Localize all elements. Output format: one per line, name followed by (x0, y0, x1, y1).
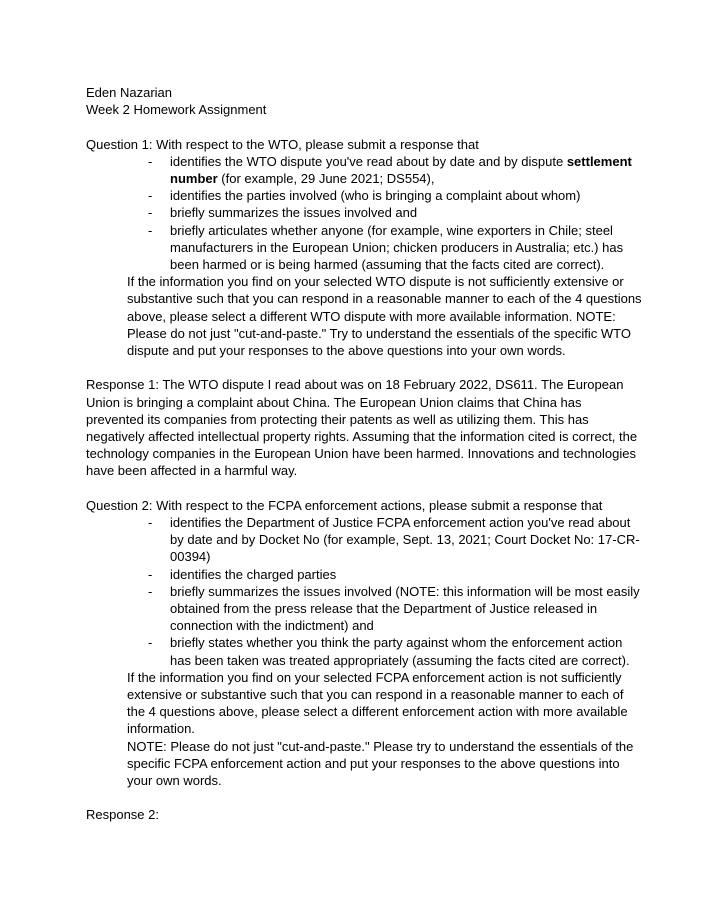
dash-bullet: - (148, 566, 153, 582)
dash-bullet: - (148, 635, 153, 651)
list-item (86, 222, 642, 274)
list-item (86, 514, 642, 566)
list-item (86, 204, 642, 221)
question-2-note: If the information you find on your selected FCPA enforcement action is not sufficiently extensive or substantive such that you can respond in a reasonable manner to each of the 4 questions above, please select a different enforcement action with more available information. (127, 669, 628, 737)
spacer (86, 789, 642, 806)
dash-bullet: - (148, 515, 153, 531)
list-item-bold-text: settlement number (170, 153, 632, 186)
list-item (86, 566, 642, 583)
list-item (86, 634, 642, 668)
list-item-text: identifies the charged parties (170, 566, 337, 582)
list-item-text: briefly summarizes the issues involved and (170, 205, 418, 221)
list-item (86, 153, 642, 187)
dash-bullet: - (148, 153, 153, 169)
dash-bullet: - (148, 222, 153, 238)
dash-bullet: - (148, 188, 153, 204)
spacer (86, 480, 642, 497)
list-item-text: briefly articulates whether anyone (for example, wine exporters in Chile; steel manufacturers in the European Union; chicken producers in Australia; etc.) has been harmed or is being harmed (assuming that the facts cited are correct). (170, 222, 624, 273)
list-item (86, 583, 642, 635)
response-2-label: Response 2: (86, 807, 159, 823)
question-2-copy-note: NOTE: Please do not just "cut-and-paste." Please try to understand the essentials of the specific FCPA enforcement action and put your responses to the above questions into your own words. (127, 738, 634, 789)
response-1-text: Response 1: The WTO dispute I read about was on 18 February 2022, DS611. The European Union is bringing a complaint about China. The European Union claims that China has prevented its companies from protecting their patents as well as utilizing them. This has negatively affected intellectual property rights. Assuming that the information cited is correct, the technology companies in the European Union have been harmed. Innovations and technologies have been affected in a harmful way. (86, 377, 638, 479)
question-2-list (86, 514, 642, 669)
assignment-title: Week 2 Homework Assignment (86, 102, 267, 118)
list-item-text: identifies the WTO dispute you've read about by date and by dispute (170, 153, 567, 169)
list-item-text: (for example, 29 June 2021; DS554), (217, 171, 435, 186)
document-page (86, 84, 642, 824)
question-1-list (86, 153, 642, 273)
dash-bullet: - (148, 583, 153, 599)
list-item-text: briefly states whether you think the party against whom the enforcement action has been taken was treated appropriately (assuming the facts cited are correct). (170, 635, 630, 668)
spacer (86, 359, 642, 376)
spacer (86, 118, 642, 135)
list-item-text: identifies the Department of Justice FCPA enforcement action you've read about by date and by Docket No (for example, Sept. 13, 2021; Court Docket No: 17-CR-00394) (170, 515, 640, 565)
author-name: Eden Nazarian (86, 85, 172, 100)
list-item-text: identifies the parties involved (who is bringing a complaint about whom) (170, 188, 581, 204)
list-item (86, 187, 642, 204)
dash-bullet: - (148, 205, 153, 221)
question-1-prompt: Question 1: With respect to the WTO, please submit a response that (86, 136, 479, 152)
question-1-note: If the information you find on your selected WTO dispute is not sufficiently extensive or substantive such that you can respond in a reasonable manner to each of the 4 questions above, please select a different WTO dispute with more available information. NOTE: Please do not just "cut-and-paste." Try to understand the essentials of the specific WTO dispute and put your responses to the above questions into your own words. (127, 274, 642, 359)
list-item-text: briefly summarizes the issues involved (NOTE: this information will be most easily obtained from the press release that the Department of Justice released in connection with the indictment) and (170, 583, 640, 634)
question-2-prompt: Question 2: With respect to the FCPA enforcement actions, please submit a response that (86, 497, 603, 513)
